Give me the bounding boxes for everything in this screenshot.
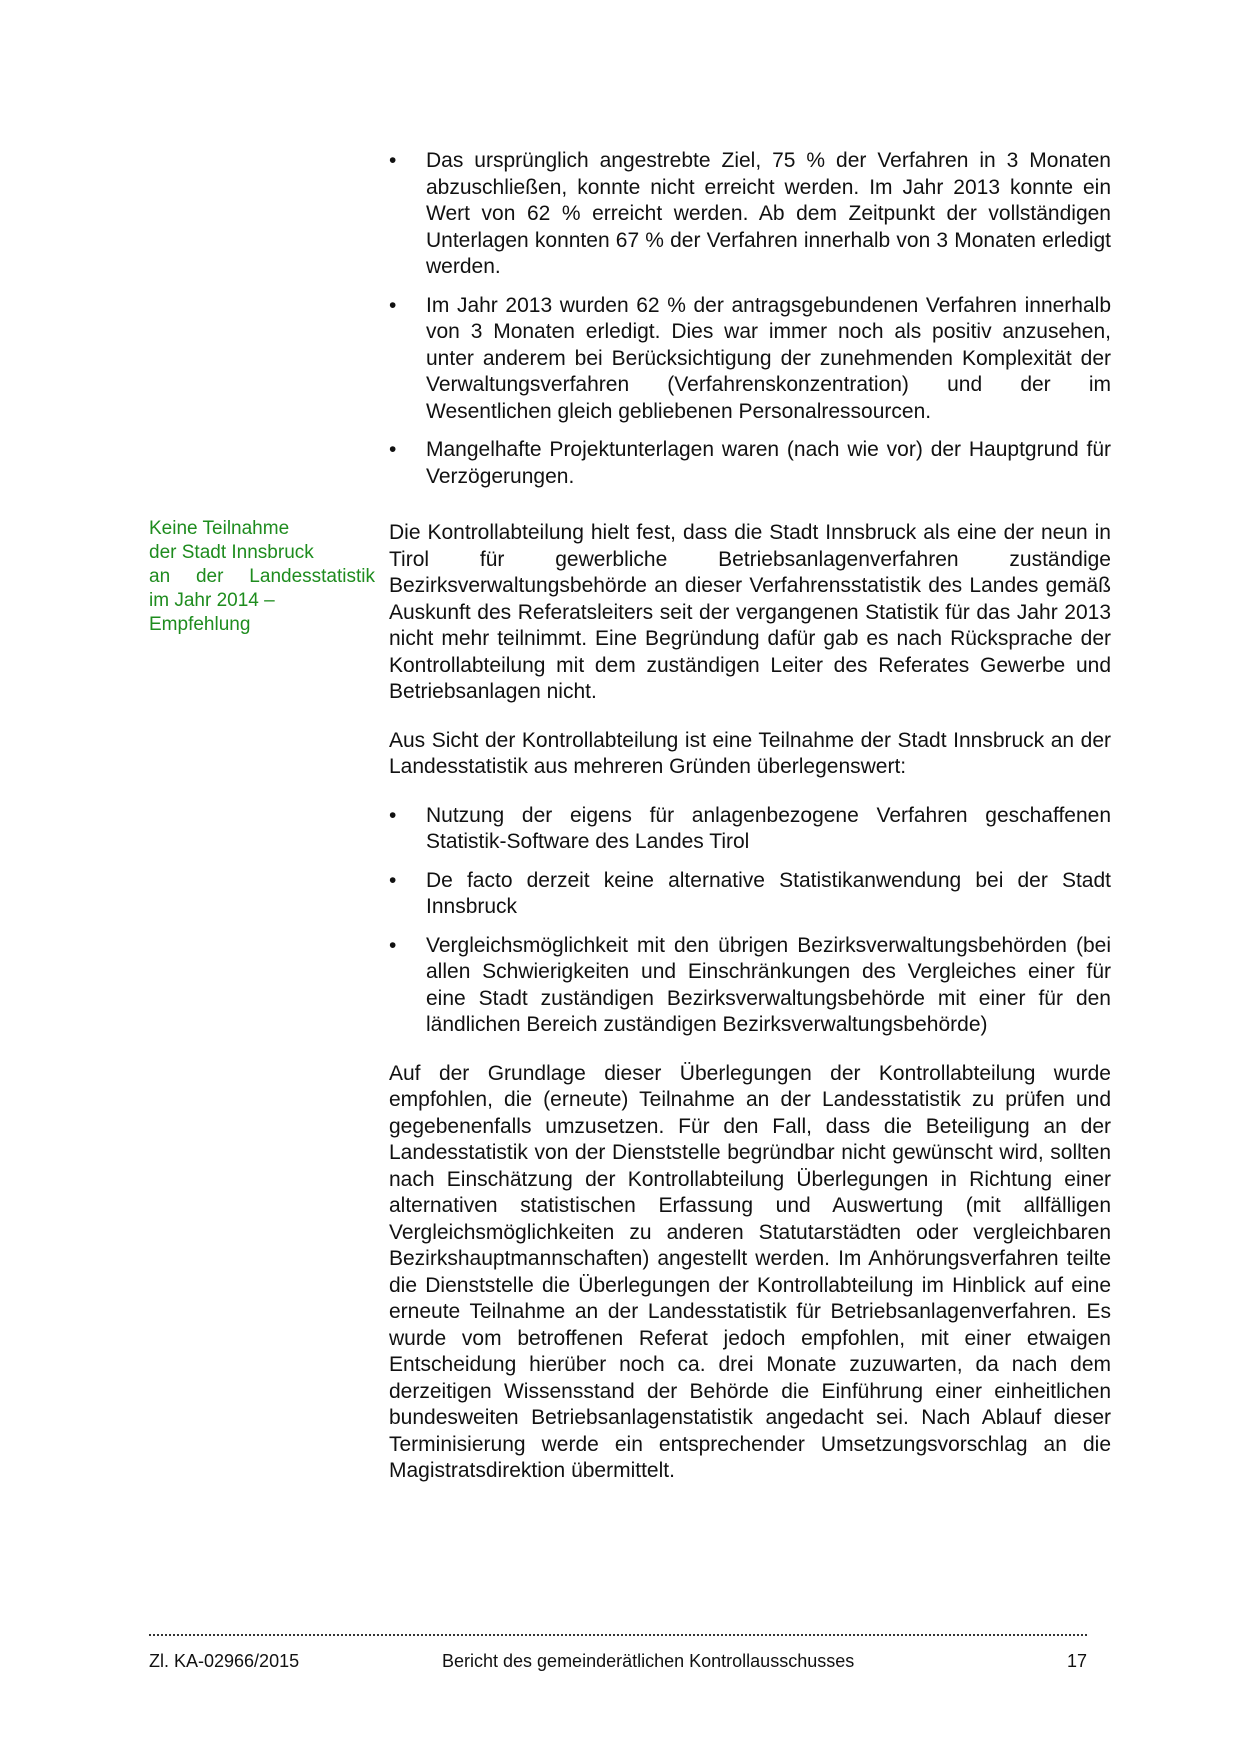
spacer (389, 1039, 1111, 1061)
paragraph-recommendation: Auf der Grundlage dieser Überlegungen der Kontrollabteilung wurde empfohlen, die (erneute) Teilnahme an der Landesstatistik zu prüfen und gegebenenfalls umzusetzen. Für den Fall, dass die Beteiligung an der Landesstatistik von der Dienststelle begründbar nicht gewünscht wird, sollten nach Einschätzung der Kontrollabteilung Überlegungen in Richtung einer alternativen statistischen Erfassung und Auswertung (mit allfälligen Vergleichsmöglichkeiten zu anderen Statutarstädten oder vergleichbaren Bezirkshauptmannschaften) angestellt werden. Im Anhörungsverfahren teilte die Dienststelle die Überlegungen der Kontrollabteilung im Hinblick auf eine erneute Teilnahme an der Landesstatistik für Betriebsanlagenverfahren. Es wurde vom betroffenen Referat jedoch empfohlen, mit einer etwaigen Entscheidung hierüber noch ca. drei Monate zuzuwarten, da nach dem derzeitigen Wissensstand der Behörde die Einführung einer einheitlichen bundesweiten Betriebsanlagenstatistik angedacht sei. Nach Ablauf dieser Terminisierung werde ein entsprechender Umsetzungsvorschlag an die Magistratsdirektion übermittelt. (389, 1061, 1111, 1482)
bullet-list-reasons (389, 803, 1111, 1039)
margin-note-line: an der Landesstatistik (149, 566, 375, 587)
report-title: Bericht des gemeinderätlichen Kontrollausschusses (442, 1651, 855, 1671)
bullet-icon: • (389, 293, 397, 317)
spacer (389, 781, 1111, 803)
margin-note-heading (149, 517, 375, 637)
spacer (389, 856, 1111, 868)
list-item: • Vergleichsmöglichkeit mit den übrigen Bezirksverwaltungsbehörden (bei allen Schwierigkeiten und Einschränkungen des Vergleiches einer für eine Stadt zuständigen Bezirksverwaltungsbehörde mit einer für den ländlichen Bereich zuständigen Bezirksverwaltungsbehörde) (389, 933, 1111, 1036)
bullet-list-findings (389, 148, 1111, 490)
spacer (389, 490, 1111, 520)
footer-divider (149, 1632, 1087, 1636)
margin-note-line: Keine Teilnahme (149, 518, 290, 539)
list-item: • Im Jahr 2013 wurden 62 % der antragsgebundenen Verfahren innerhalb von 3 Monaten erledigt. Dies war immer noch als positiv anzusehen, unter anderem bei Berücksichtigung der zunehmenden Komplexität der Verwaltungsverfahren (Verfahrenskonzentration) und der im Wesentlichen gleich gebliebenen Personalressourcen. (389, 293, 1111, 423)
main-text-column (389, 148, 1111, 1485)
spacer (389, 921, 1111, 933)
bullet-icon: • (389, 149, 397, 172)
margin-note-line: Empfehlung (149, 614, 251, 635)
bullet-icon: • (389, 868, 397, 892)
bullet-icon: • (389, 803, 397, 827)
list-item: • Nutzung der eigens für anlagenbezogene Verfahren geschaffenen Statistik-Software des Landes Tirol (389, 803, 1111, 853)
paragraph-view: Aus Sicht der Kontrollabteilung ist eine Teilnahme der Stadt Innsbruck an der Landesstatistik aus mehreren Gründen überlegenswert: (389, 728, 1111, 778)
bullet-icon: • (389, 438, 397, 461)
spacer (389, 281, 1111, 293)
page-number: 17 (1066, 1651, 1087, 1671)
margin-note-line: der Stadt Innsbruck (149, 542, 314, 563)
list-item: • Das ursprünglich angestrebte Ziel, 75 % der Verfahren in 3 Monaten abzuschließen, konnte nicht erreicht werden. Im Jahr 2013 konnte ein Wert von 62 % erreicht werden. Ab dem Zeitpunkt der vollständigen Unterlagen konnten 67 % der Verfahren innerhalb von 3 Monaten erledigt werden. (389, 149, 1111, 278)
margin-note-line: im Jahr 2014 – (149, 590, 275, 611)
document-reference: Zl. KA-02966/2015 (149, 1651, 300, 1671)
paragraph-findings: Die Kontrollabteilung hielt fest, dass die Stadt Innsbruck als eine der neun in Tirol für gewerbliche Betriebsanlagenverfahren zuständige Bezirksverwaltungsbehörde an dieser Verfahrensstatistik des Landes gemäß Auskunft des Referatsleiters seit der vergangenen Statistik für das Jahr 2013 nicht mehr teilnimmt. Eine Begründung dafür gab es nach Rücksprache der Kontrollabteilung mit dem zuständigen Leiter des Referates Gewerbe und Betriebsanlagen nicht. (389, 521, 1111, 703)
spacer (389, 706, 1111, 728)
list-item: • De facto derzeit keine alternative Statistikanwendung bei der Stadt Innsbruck (389, 868, 1111, 918)
spacer (389, 425, 1111, 437)
list-item: • Mangelhafte Projektunterlagen waren (nach wie vor) der Hauptgrund für Verzögerungen. (389, 438, 1111, 488)
bullet-icon: • (389, 933, 397, 957)
